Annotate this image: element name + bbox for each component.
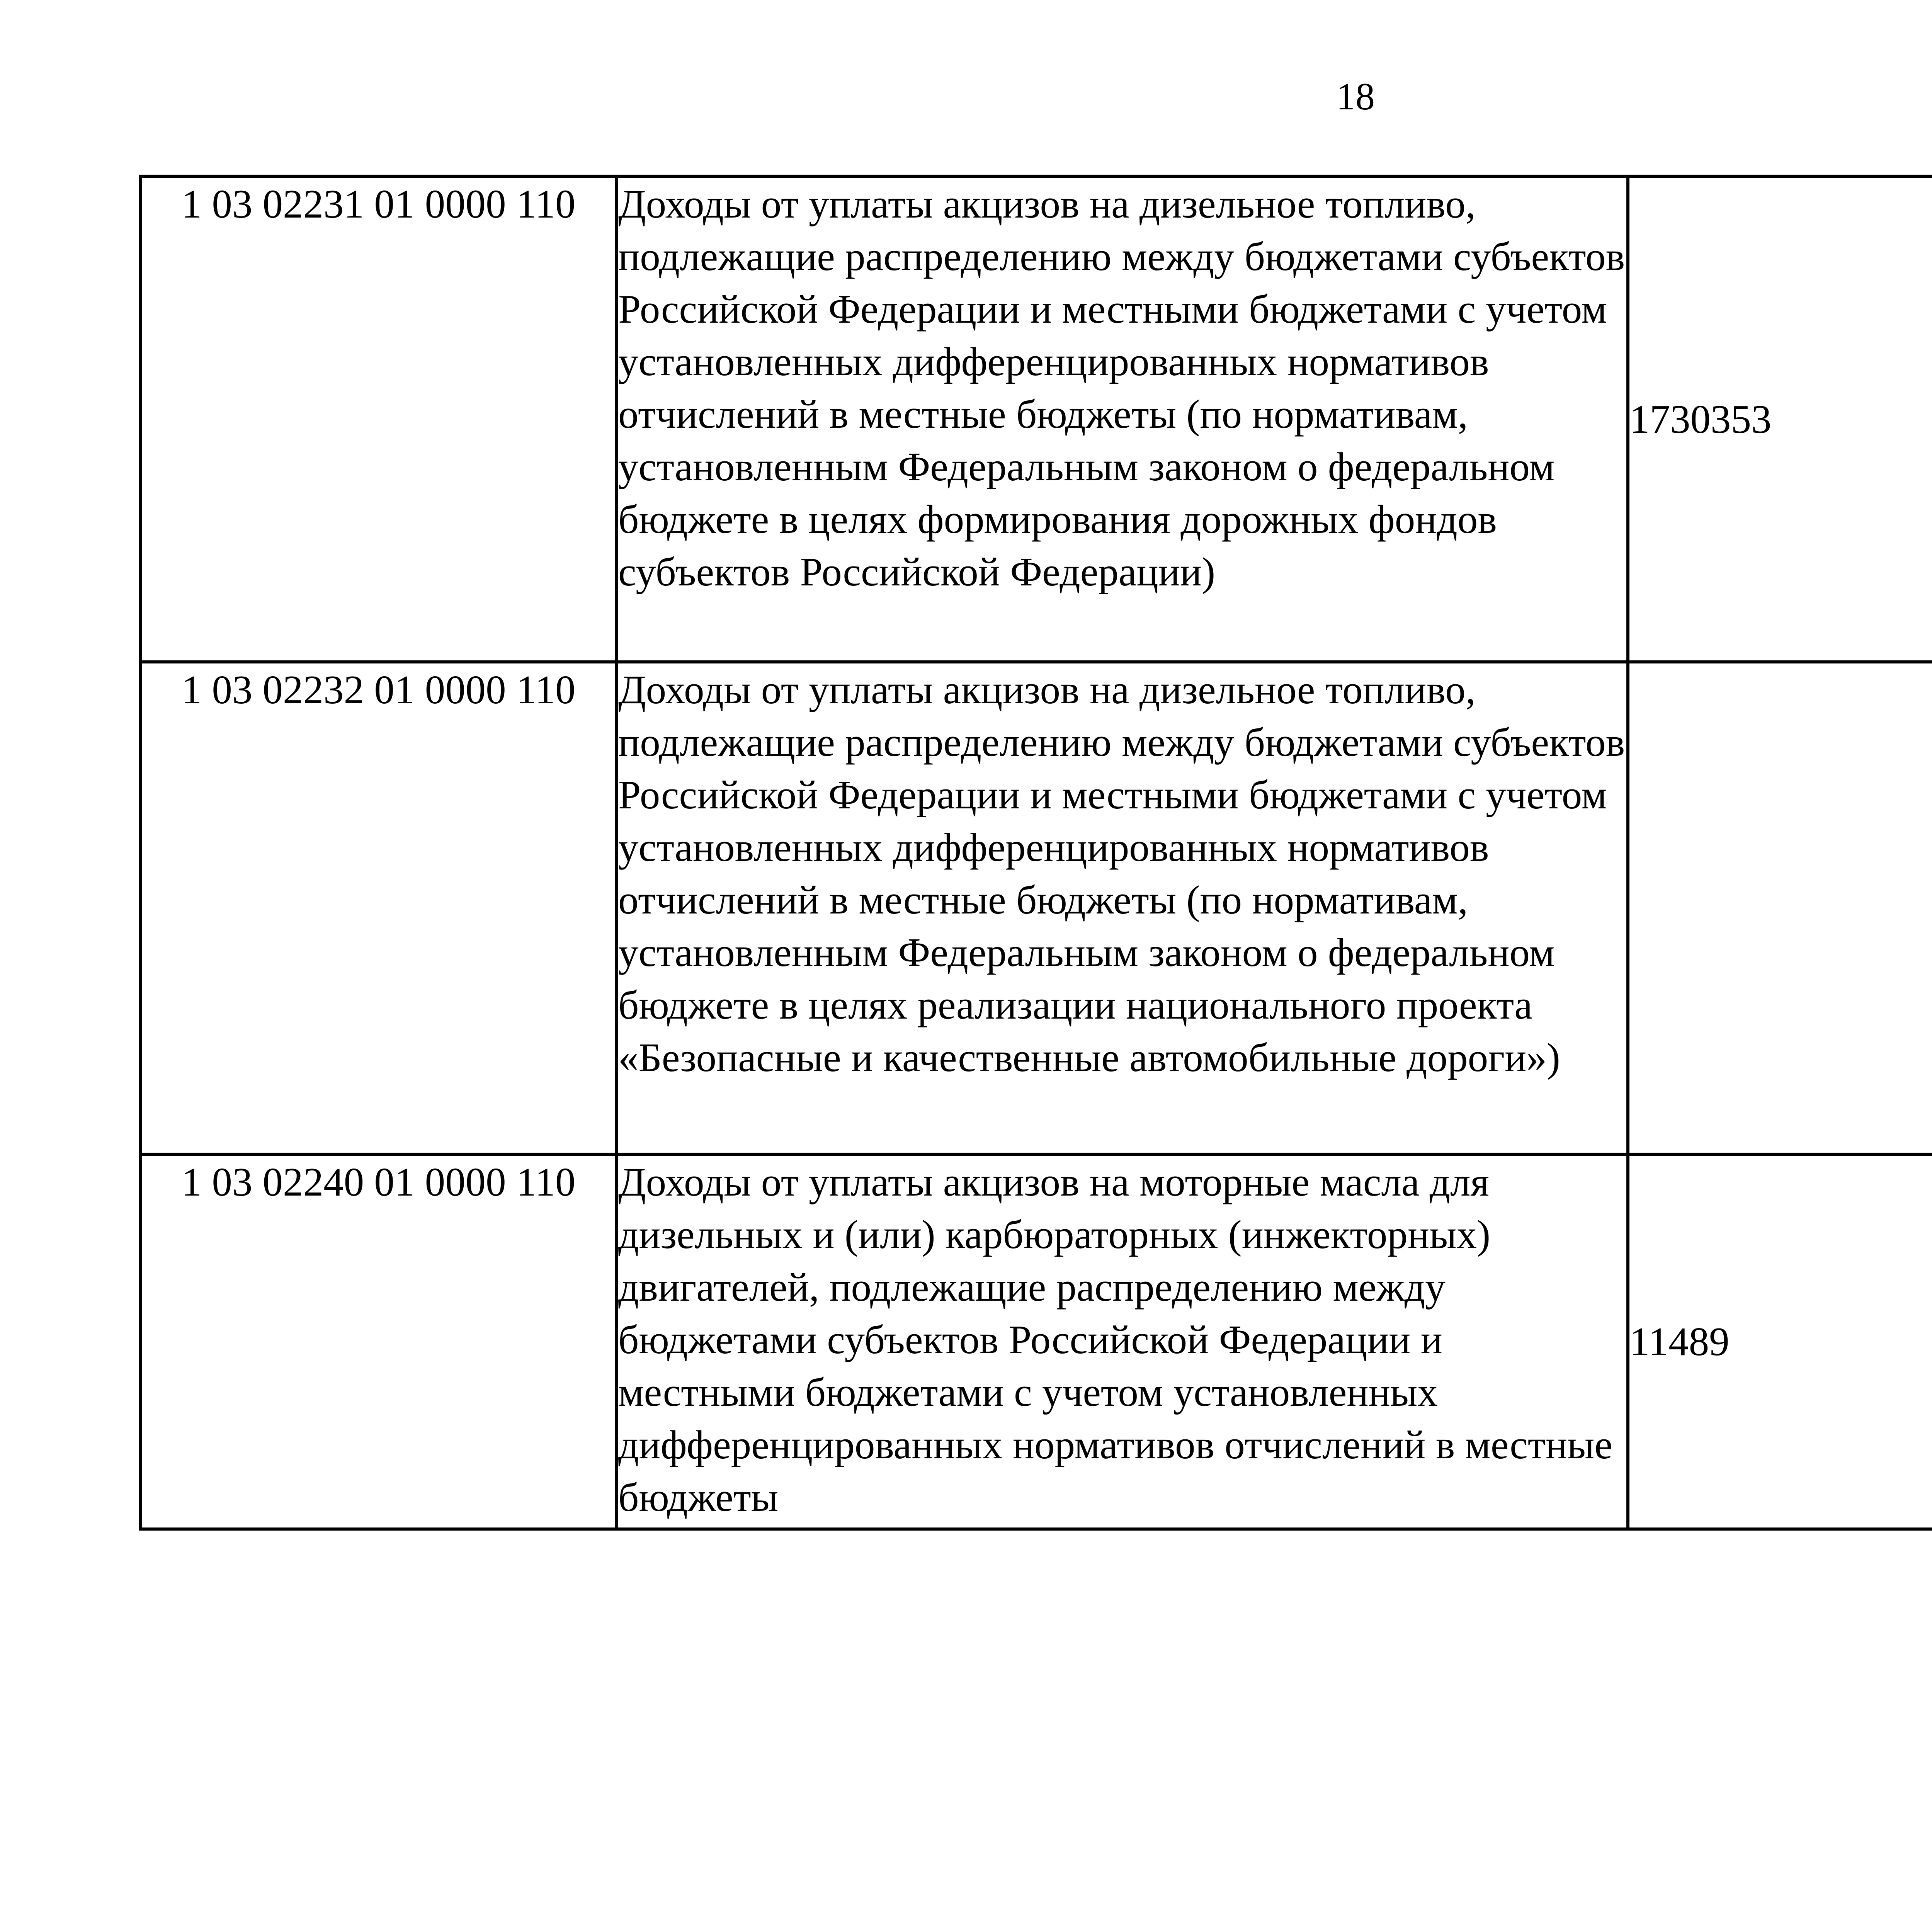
table-row xyxy=(140,662,1932,1154)
description-cell: Доходы от уплаты акцизов на моторные масла для дизельных и (или) карбюраторных (инжекторных) двигателей, подлежащие распределению между бюджетами субъектов Российской Федерации и местными бюджетами с учетом установленных дифференцированных нормативов отчислений в местные бюджеты xyxy=(617,1154,1628,1529)
budget-code-cell: 1 03 02240 01 0000 110 xyxy=(140,1154,617,1529)
revenue-table xyxy=(139,175,1932,1531)
budget-code-cell: 1 03 02232 01 0000 110 xyxy=(140,662,617,1154)
description-cell: Доходы от уплаты акцизов на дизельное топливо, подлежащие распределению между бюджетами субъектов Российской Федерации и местными бюджетами с учетом установленных дифференцированных нормативов отчислений в местные бюджеты (по нормативам, установленным Федеральным законом о федеральном бюджете в целях формирования дорожных фондов субъектов Российской Федерации) xyxy=(617,176,1628,662)
value-cell-1: 1730353 xyxy=(1628,176,1932,662)
budget-code-cell: 1 03 02231 01 0000 110 xyxy=(140,176,617,662)
table-row xyxy=(140,1154,1932,1529)
value-cell-1: 11489 xyxy=(1628,1154,1932,1529)
page-number: 18 xyxy=(1336,75,1375,118)
value-cell-1 xyxy=(1628,662,1932,1154)
table-row xyxy=(140,176,1932,662)
description-cell: Доходы от уплаты акцизов на дизельное топливо, подлежащие распределению между бюджетами субъектов Российской Федерации и местными бюджетами с учетом установленных дифференцированных нормативов отчислений в местные бюджеты (по нормативам, установленным Федеральным законом о федеральном бюджете в целях реализации национального проекта «Безопасные и качественные автомобильные дороги») xyxy=(617,662,1628,1154)
